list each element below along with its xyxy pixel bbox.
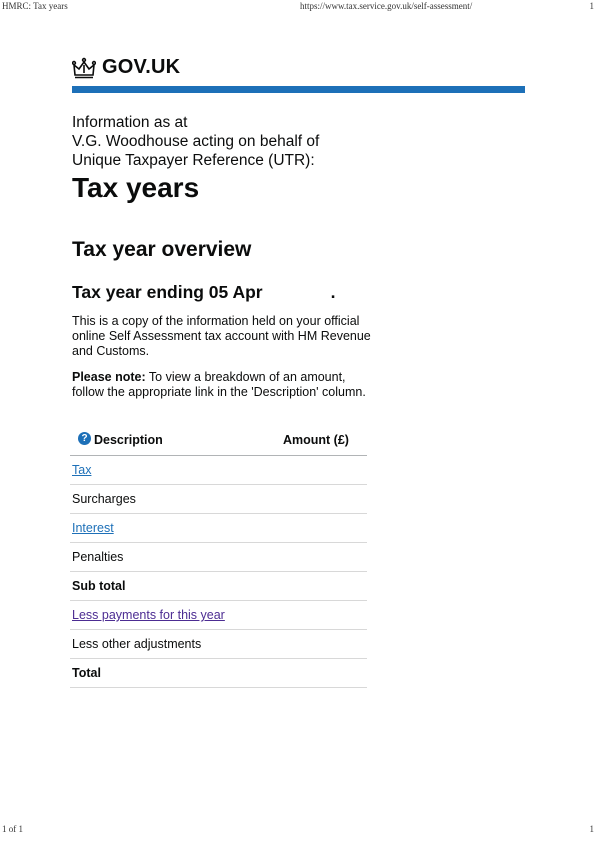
header-divider	[72, 86, 525, 93]
tax-year-heading-suffix: .	[330, 282, 336, 302]
note-paragraph	[72, 370, 372, 400]
penalties-label: Penalties	[72, 550, 124, 564]
info-agent-line: V.G. Woodhouse acting on behalf of	[72, 133, 320, 150]
column-header-amount: Amount (£)	[283, 433, 349, 447]
govuk-logo[interactable]: GOV.UK	[102, 56, 181, 78]
surcharges-label: Surcharges	[72, 492, 136, 506]
interest-link[interactable]: Interest	[72, 521, 114, 535]
note-text: To view a breakdown of an amount, follow the appropriate link in the 'Description' column.	[72, 370, 366, 399]
note-label: Please note:	[72, 370, 146, 384]
print-page-url: https://www.tax.service.gov.uk/self-assessment/	[300, 1, 473, 11]
page-number: 1 of 1	[2, 824, 23, 834]
tax-year-heading	[72, 282, 336, 303]
table-row	[70, 630, 367, 659]
total-label: Total	[72, 666, 101, 680]
print-footer-mark: 1	[589, 824, 594, 834]
page-title: Tax years	[72, 172, 200, 203]
print-page-title: HMRC: Tax years	[2, 1, 68, 11]
less-other-adjustments-label: Less other adjustments	[72, 637, 202, 651]
info-utr-line: Unique Taxpayer Reference (UTR):	[72, 152, 315, 169]
table-row	[70, 456, 367, 485]
print-footer	[0, 824, 596, 838]
column-header-description: Description	[94, 433, 163, 447]
table-row	[70, 659, 367, 688]
question-icon[interactable]: ?	[78, 432, 91, 445]
sub-total-label: Sub total	[72, 579, 126, 593]
crown-icon	[72, 57, 96, 79]
table-row	[70, 543, 367, 572]
table-row	[70, 601, 367, 630]
less-payments-link[interactable]: Less payments for this year	[72, 608, 225, 622]
info-date-line: Information as at	[72, 114, 188, 131]
table-row	[70, 514, 367, 543]
overview-heading: Tax year overview	[72, 238, 252, 261]
table-row	[70, 485, 367, 514]
tax-overview-table	[70, 428, 367, 688]
tax-year-heading-text: Tax year ending 05 Apr	[72, 282, 263, 302]
intro-paragraph: This is a copy of the information held on your official online Self Assessment tax account with HM Revenue and Customs.	[72, 314, 371, 358]
table-header-row	[70, 428, 367, 456]
table-row	[70, 572, 367, 601]
tax-link[interactable]: Tax	[72, 463, 92, 477]
taxpayer-info	[72, 113, 319, 170]
print-header-mark: 1	[589, 1, 594, 11]
print-header	[0, 0, 596, 14]
govuk-header	[72, 56, 180, 79]
